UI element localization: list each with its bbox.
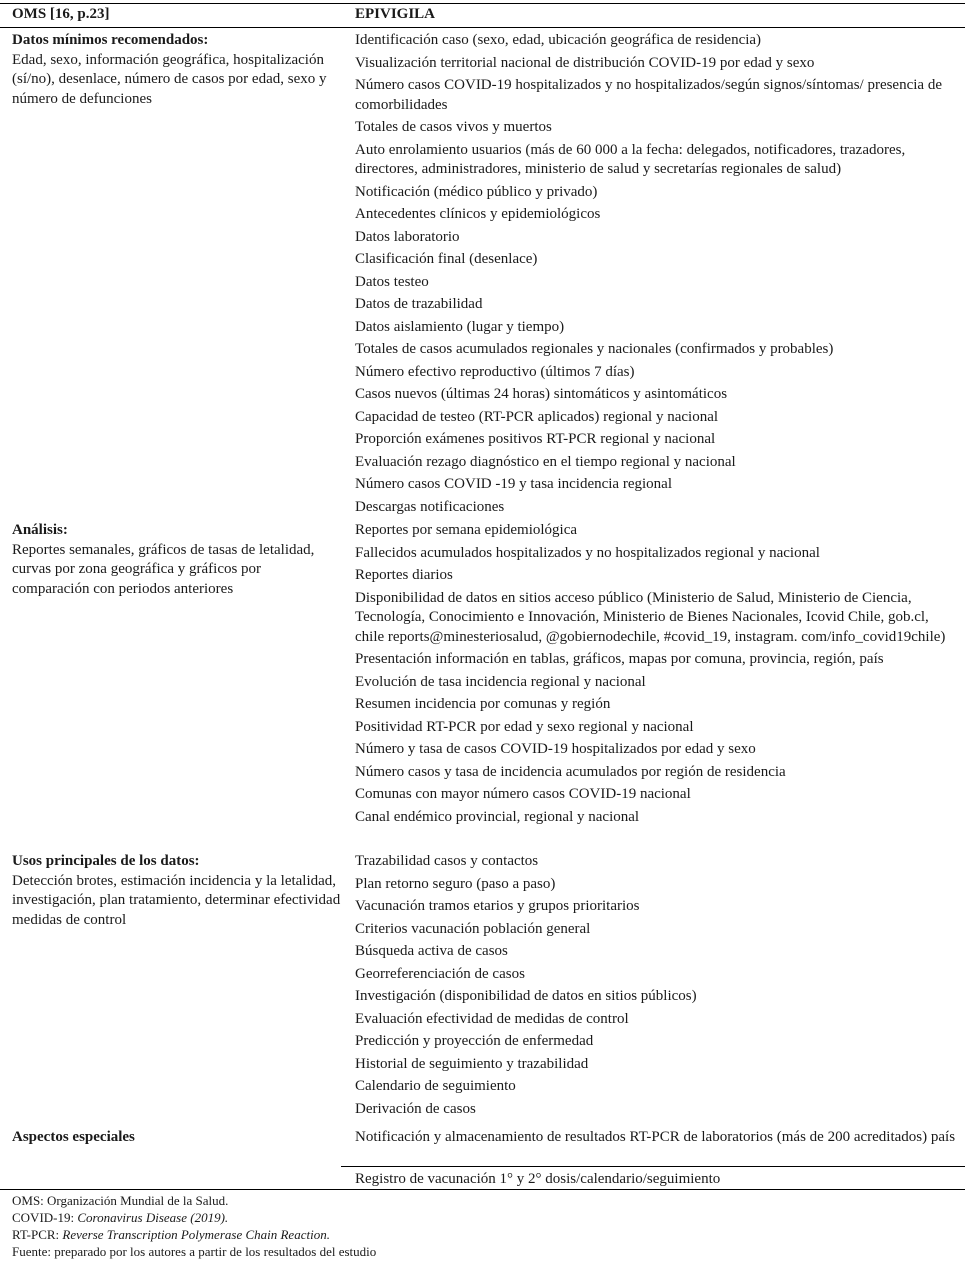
list-item: Plan retorno seguro (paso a paso): [355, 875, 556, 892]
list-item: Identificación caso (sexo, edad, ubicación geográfica de residencia): [355, 32, 762, 48]
list-item: Presentación información en tablas, gráficos, mapas por comuna, provincia, región, país: [355, 651, 884, 667]
list-item: Totales de casos acumulados regionales y nacionales (confirmados y probables): [355, 341, 834, 357]
list-item: Capacidad de testeo (RT-PCR aplicados) regional y nacional: [355, 408, 719, 425]
list-item: Disponibilidad de datos en sitios acceso público (Ministerio de Salud, Ministerio de Ciencia, Tecnología, Conocimiento e Innovación, Ministerio de Bienes Nacionales, Icovid Chile, gob.cl, chile reports@minesteriosalud, @gobiernodechile, #covid_19, instagram. com/info_covid19chile): [355, 589, 946, 645]
inner-rule: [341, 1166, 965, 1167]
list-item: Número casos y tasa de incidencia acumulados por región de residencia: [355, 763, 786, 780]
section-items-analisis: [355, 521, 961, 830]
list-item: Número efectivo reproductivo (últimos 7 días): [355, 363, 635, 380]
table-footnotes: [12, 1192, 376, 1260]
footnote-rtpcr-italic: Reverse Transcription Polymerase Chain Reaction.: [62, 1227, 330, 1242]
list-item: Reportes diarios: [355, 567, 453, 583]
section-datos-minimos: [12, 31, 342, 109]
footnote-source: Fuente: preparado por los autores a partir de los resultados del estudio: [12, 1244, 377, 1259]
section-analisis: [12, 521, 342, 599]
list-item: Evolución de tasa incidencia regional y nacional: [355, 673, 646, 690]
list-item: Evaluación efectividad de medidas de control: [355, 1010, 629, 1027]
list-item: Canal endémico provincial, regional y nacional: [355, 808, 640, 825]
footnote-rtpcr-prefix: RT-PCR:: [12, 1227, 63, 1242]
list-item: Datos de trazabilidad: [355, 296, 483, 312]
list-item: Clasificación final (desenlace): [355, 251, 538, 267]
section-items-aspectos: [355, 1128, 961, 1151]
list-item: Fallecidos acumulados hospitalizados y no hospitalizados regional y nacional: [355, 544, 820, 561]
section-usos-principales: [12, 852, 342, 930]
list-item: Datos aislamiento (lugar y tiempo): [355, 318, 565, 335]
footnote-covid-prefix: COVID-19:: [12, 1210, 78, 1225]
footnote-covid: [12, 1209, 376, 1226]
section-label: Aspectos especiales: [12, 1129, 135, 1145]
list-item: Número y tasa de casos COVID-19 hospitalizados por edad y sexo: [355, 741, 756, 757]
list-item: Número casos COVID -19 y tasa incidencia regional: [355, 476, 672, 492]
list-item: Reportes por semana epidemiológica: [355, 522, 578, 538]
section-aspectos-especiales: [12, 1128, 342, 1148]
footnote-rtpcr: [12, 1226, 376, 1243]
list-item: Predicción y proyección de enfermedad: [355, 1033, 594, 1049]
list-item: Vacunación tramos etarios y grupos prioritarios: [355, 898, 640, 914]
list-item: Descargas notificaciones: [355, 498, 505, 515]
footnote-covid-italic: Coronavirus Disease (2019).: [77, 1210, 229, 1225]
list-item: Calendario de seguimiento: [355, 1078, 516, 1094]
list-item: Número casos COVID-19 hospitalizados y no hospitalizados/según signos/síntomas/ presencia de comorbilidades: [355, 77, 942, 113]
list-item: Trazabilidad casos y contactos: [355, 853, 539, 869]
list-item: Historial de seguimiento y trazabilidad: [355, 1055, 589, 1072]
list-item: Antecedentes clínicos y epidemiológicos: [355, 206, 601, 222]
list-item: Resumen incidencia por comunas y región: [355, 696, 611, 712]
section-label: Datos mínimos recomendados:: [12, 32, 209, 48]
list-item: Comunas con mayor número casos COVID-19 nacional: [355, 786, 691, 802]
list-item: Auto enrolamiento usuarios (más de 60 000 a la fecha: delegados, notificadores, trazadores, directores, administradores, ministerio de salud y secretarías regionales de salud): [355, 141, 906, 177]
list-item: Derivación de casos: [355, 1100, 476, 1117]
list-item: Proporción exámenes positivos RT-PCR regional y nacional: [355, 431, 716, 447]
section-label: Análisis:: [12, 522, 68, 538]
section-items-usos: [355, 852, 961, 1122]
list-item: Evaluación rezago diagnóstico en el tiempo regional y nacional: [355, 453, 736, 470]
list-item: Visualización territorial nacional de distribución COVID-19 por edad y sexo: [355, 54, 815, 71]
section-text: Reportes semanales, gráficos de tasas de letalidad, curvas por zona geográfica y gráficos por comparación con periodos anteriores: [12, 541, 315, 597]
section-items-datos-minimos: [355, 31, 961, 520]
list-item: Totales de casos vivos y muertos: [355, 119, 552, 135]
section-text: Edad, sexo, información geográfica, hospitalización (sí/no), desenlace, número de casos por edad, sexo y número de defunciones: [12, 51, 327, 107]
list-item: Criterios vacunación población general: [355, 920, 591, 937]
list-item: Registro de vacunación 1° y 2° dosis/calendario/seguimiento: [355, 1171, 721, 1187]
list-item: Notificación y almacenamiento de resultados RT-PCR de laboratorios (más de 200 acreditados) país: [355, 1129, 956, 1145]
list-item: Datos testeo: [355, 273, 429, 290]
list-item: Georreferenciación de casos: [355, 965, 525, 982]
list-item: Positividad RT-PCR por edad y sexo regional y nacional: [355, 718, 694, 735]
section-text: Detección brotes, estimación incidencia y la letalidad, investigación, plan tratamiento, determinar efectividad medidas de control: [12, 872, 341, 928]
list-item: Casos nuevos (últimas 24 horas) sintomáticos y asintomáticos: [355, 386, 728, 402]
header-rule: [0, 27, 965, 28]
list-item: Notificación (médico público y privado): [355, 183, 598, 200]
footnote-oms: OMS: Organización Mundial de la Salud.: [12, 1193, 229, 1208]
header-epivigila: EPIVIGILA: [355, 6, 436, 22]
header-oms: OMS [16, p.23]: [12, 6, 110, 22]
list-item: Datos laboratorio: [355, 228, 460, 245]
list-item: Búsqueda activa de casos: [355, 943, 508, 959]
section-label: Usos principales de los datos:: [12, 853, 200, 869]
table-top-rule: [0, 3, 965, 4]
table-bottom-rule: [0, 1189, 965, 1190]
list-item: Investigación (disponibilidad de datos en sitios públicos): [355, 988, 697, 1004]
